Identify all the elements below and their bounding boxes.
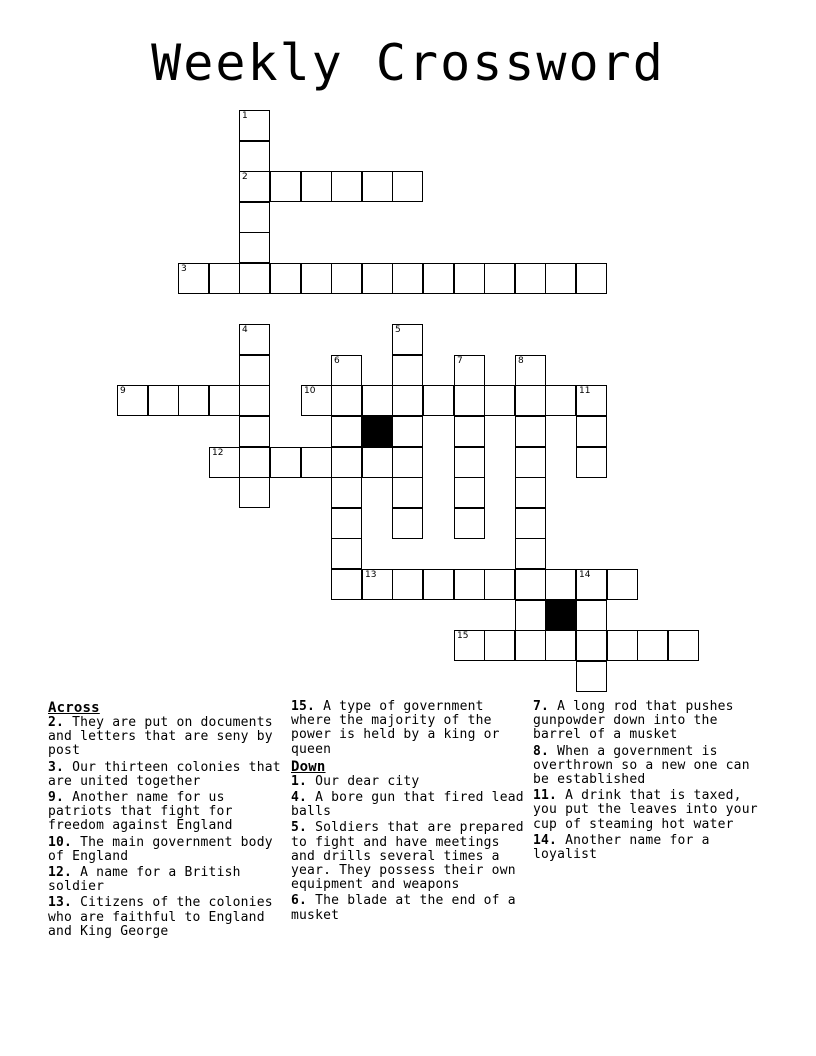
grid-cell[interactable]: [515, 263, 546, 294]
puzzle-title: Weekly Crossword: [151, 34, 665, 92]
grid-cell[interactable]: [239, 141, 270, 172]
grid-cell[interactable]: [545, 569, 576, 600]
grid-cell[interactable]: [362, 447, 393, 478]
grid-cell[interactable]: [668, 630, 699, 661]
grid-cell[interactable]: [515, 447, 546, 478]
grid-cell[interactable]: [454, 355, 485, 386]
grid-cell[interactable]: [331, 263, 362, 294]
grid-cell[interactable]: [239, 110, 270, 141]
grid-cell[interactable]: [362, 385, 393, 416]
clue-number: 9: [120, 386, 126, 396]
grid-cell[interactable]: [454, 508, 485, 539]
clue-across-3: 3. Our thirteen colonies that are united together: [48, 759, 281, 789]
grid-cell[interactable]: [178, 263, 209, 294]
clue-down-7: 7. A long rod that pushes gunpowder down into the barrel of a musket: [533, 699, 734, 743]
grid-cell[interactable]: [576, 385, 607, 416]
grid-cell[interactable]: [515, 355, 546, 386]
grid-cell[interactable]: [484, 263, 515, 294]
grid-cell[interactable]: [301, 263, 332, 294]
grid-cell[interactable]: [239, 171, 270, 202]
grid-cell[interactable]: [515, 630, 546, 661]
grid-cell[interactable]: [331, 569, 362, 600]
grid-cell[interactable]: [331, 355, 362, 386]
grid-cell[interactable]: [576, 447, 607, 478]
grid-cell[interactable]: [576, 263, 607, 294]
clue-number: 13: [365, 570, 377, 580]
grid-cell[interactable]: [209, 385, 240, 416]
grid-cell[interactable]: [637, 630, 668, 661]
clue-down-6: 6. The blade at the end of a musket: [291, 893, 516, 923]
grid-cell[interactable]: [607, 569, 638, 600]
grid-cell[interactable]: [423, 263, 454, 294]
grid-cell[interactable]: [423, 385, 454, 416]
grid-cell[interactable]: [515, 569, 546, 600]
clue-number: 3: [181, 264, 187, 274]
clue-number: 10: [304, 386, 316, 396]
grid-cell[interactable]: [331, 447, 362, 478]
grid-cell[interactable]: [301, 385, 332, 416]
grid-cell[interactable]: [392, 477, 423, 508]
grid-cell[interactable]: [515, 600, 546, 631]
clue-number: 11: [579, 386, 591, 396]
grid-cell[interactable]: [515, 385, 546, 416]
grid-cell[interactable]: [576, 416, 607, 447]
clue-number: 15: [457, 631, 469, 641]
grid-cell[interactable]: [301, 447, 332, 478]
grid-cell[interactable]: [576, 569, 607, 600]
clue-number: 7: [457, 356, 463, 366]
grid-cell[interactable]: [239, 385, 270, 416]
clue-number: 14: [579, 570, 591, 580]
grid-cell[interactable]: [239, 232, 270, 263]
grid-block: [545, 600, 576, 631]
grid-cell[interactable]: [392, 569, 423, 600]
grid-cell[interactable]: [209, 447, 240, 478]
grid-cell[interactable]: [239, 202, 270, 233]
grid-cell[interactable]: [239, 416, 270, 447]
clues-column-3: [533, 700, 769, 864]
grid-cell[interactable]: [392, 385, 423, 416]
grid-cell[interactable]: [239, 355, 270, 386]
grid-cell[interactable]: [178, 385, 209, 416]
across-heading: Across: [48, 700, 100, 716]
grid-cell[interactable]: [392, 263, 423, 294]
grid-cell[interactable]: [362, 569, 393, 600]
grid-cell[interactable]: [209, 263, 240, 294]
grid-cell[interactable]: [331, 508, 362, 539]
clue-number: 2: [242, 172, 248, 182]
grid-cell[interactable]: [362, 171, 393, 202]
grid-cell[interactable]: [454, 630, 485, 661]
grid-cell[interactable]: [392, 508, 423, 539]
clue-down-14: 14. Another name for a loyalist: [533, 832, 710, 863]
grid-cell[interactable]: [545, 385, 576, 416]
clue-across-12: 12. A name for a British soldier: [48, 865, 241, 895]
down-heading: Down: [291, 758, 326, 775]
grid-cell[interactable]: [484, 630, 515, 661]
grid-cell[interactable]: [117, 385, 148, 416]
clues-column-1: [48, 700, 284, 941]
clue-down-5: 5. Soldiers that are prepared to fight and have meetings and drills several times a year. They possess their own equipment and weapons: [291, 820, 524, 893]
clue-number: 6: [334, 356, 340, 366]
clue-across-9: 9. Another name for us patriots that fight for freedom against England: [48, 790, 233, 834]
clue-down-4: 4. A bore gun that fired lead balls: [291, 790, 524, 820]
clue-number: 8: [518, 356, 524, 366]
clue-across-10: 10. The main government body of England: [48, 834, 273, 864]
grid-cell[interactable]: [515, 508, 546, 539]
grid-cell[interactable]: [362, 263, 393, 294]
grid-cell[interactable]: [515, 538, 546, 569]
grid-cell[interactable]: [392, 324, 423, 355]
grid-cell[interactable]: [270, 447, 301, 478]
grid-cell[interactable]: [392, 355, 423, 386]
grid-cell[interactable]: [484, 569, 515, 600]
grid-cell[interactable]: [270, 263, 301, 294]
grid-cell[interactable]: [576, 600, 607, 631]
clue-number: 5: [395, 325, 401, 335]
clue-across-13: 13. Citizens of the colonies who are faithful to England and King George: [48, 895, 273, 939]
clue-across-15: 15. A type of government where the majority of the power is held by a king or queen: [291, 699, 500, 757]
grid-cell[interactable]: [239, 324, 270, 355]
grid-cell[interactable]: [454, 263, 485, 294]
grid-cell[interactable]: [301, 171, 332, 202]
grid-cell[interactable]: [392, 447, 423, 478]
grid-cell[interactable]: [331, 385, 362, 416]
clue-down-11: 11. A drink that is taxed, you put the leaves into your cup of steaming hot water: [533, 788, 758, 832]
grid-cell[interactable]: [239, 447, 270, 478]
grid-cell[interactable]: [484, 385, 515, 416]
grid-cell[interactable]: [331, 171, 362, 202]
clue-down-1: 1. Our dear city: [291, 773, 420, 789]
grid-cell[interactable]: [454, 447, 485, 478]
clue-down-8: 8. When a government is overthrown so a new one can be established: [533, 743, 750, 788]
grid-cell[interactable]: [270, 171, 301, 202]
grid-cell[interactable]: [515, 416, 546, 447]
grid-cell[interactable]: [576, 661, 607, 692]
clues-column-2: [291, 700, 527, 925]
grid-cell[interactable]: [607, 630, 638, 661]
grid-cell[interactable]: [515, 477, 546, 508]
grid-cell[interactable]: [331, 477, 362, 508]
grid-cell[interactable]: [331, 538, 362, 569]
clue-number: 4: [242, 325, 248, 335]
grid-cell[interactable]: [545, 263, 576, 294]
grid-cell[interactable]: [454, 477, 485, 508]
grid-block: [362, 416, 393, 447]
clue-across-2: 2. They are put on documents and letters that are seny by post: [48, 715, 273, 759]
grid-cell[interactable]: [331, 416, 362, 447]
grid-cell[interactable]: [392, 416, 423, 447]
grid-cell[interactable]: [454, 385, 485, 416]
clue-number: 12: [212, 448, 224, 458]
clue-number: 1: [242, 111, 248, 121]
grid-cell[interactable]: [454, 416, 485, 447]
grid-cell[interactable]: [392, 171, 423, 202]
grid-cell[interactable]: [239, 263, 270, 294]
grid-cell[interactable]: [454, 569, 485, 600]
grid-cell[interactable]: [576, 630, 607, 661]
grid-cell[interactable]: [423, 569, 454, 600]
grid-cell[interactable]: [545, 630, 576, 661]
grid-cell[interactable]: [148, 385, 179, 416]
grid-cell[interactable]: [239, 477, 270, 508]
